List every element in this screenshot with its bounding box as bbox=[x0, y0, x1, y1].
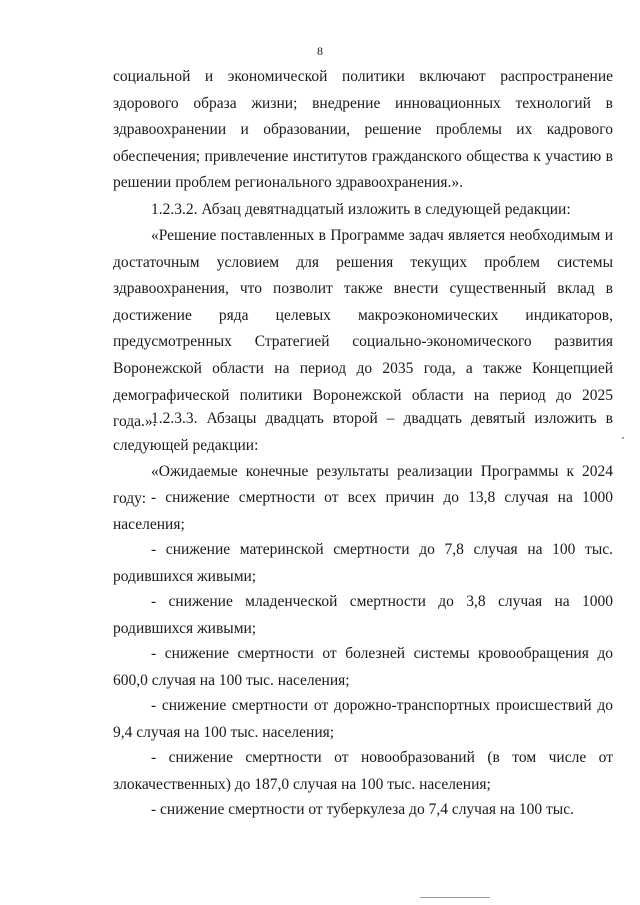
paragraph-continuation bbox=[113, 64, 613, 197]
scan-edge-line bbox=[420, 897, 490, 898]
list-item: - снижение материнской смертности до 7,8 случая на 100 тыс. родившихся живыми; bbox=[113, 541, 613, 585]
paragraph-quote-resolution bbox=[113, 223, 613, 436]
list-item-circulatory bbox=[113, 641, 613, 694]
paragraph: социальной и экономической политики включают распространение здорового образа жизни; внедрение инновационных технологий в здравоохранении и образовании, решение проблемы их кадрового обеспечения; привлечение институтов гражданского общества к участию в решении проблем регионального здравоохранения.». bbox=[113, 68, 613, 192]
list-item-tuberculosis bbox=[113, 797, 613, 824]
paragraph-1-2-3-3 bbox=[113, 406, 613, 459]
paragraph: 1.2.3.2. Абзац девятнадцатый изложить в следующей редакции: bbox=[151, 201, 571, 218]
page-number: 8 bbox=[317, 44, 323, 58]
paragraph: «Ожидаемые конечные результаты реализации Программы к 2024 году: bbox=[113, 463, 613, 507]
scan-speck bbox=[622, 437, 624, 439]
list-item: - снижение смертности от всех причин до 13,8 случая на 1000 населения; bbox=[113, 489, 613, 533]
list-item: - снижение смертности от новообразований (в том числе от злокачественных) до 187,0 случая на 100 тыс. населения; bbox=[113, 749, 613, 793]
list-item-infant bbox=[113, 589, 613, 642]
list-item: - снижение смертности от дорожно-транспортных происшествий до 9,4 случая на 100 тыс. населения; bbox=[113, 697, 613, 741]
list-item: - снижение смертности от туберкулеза до 7,4 случая на 100 тыс. bbox=[151, 801, 574, 818]
list-item: - снижение младенческой смертности до 3,8 случая на 1000 родившихся живыми; bbox=[113, 593, 613, 637]
list-item-mortality-all bbox=[113, 485, 613, 538]
paragraph-1-2-3-2 bbox=[113, 197, 613, 224]
list-item-maternal bbox=[113, 537, 613, 590]
list-item-neoplasms bbox=[113, 745, 613, 798]
list-item: - снижение смертности от болезней системы кровообращения до 600,0 случая на 100 тыс. населения; bbox=[113, 645, 613, 689]
list-item-traffic bbox=[113, 693, 613, 746]
paragraph: «Решение поставленных в Программе задач является необходимым и достаточным условием для решения текущих проблем системы здравоохранения, что позволит также внести существенный вклад в достижение ряда целевых макроэкономических индикаторов, предусмотренных Стратегией социально-экономического развития Воронежской области на период до 2035 года, а также Концепцией демографической политики Воронежской области на период до 2025 года.». bbox=[113, 227, 613, 431]
paragraph: 1.2.3.3. Абзацы двадцать второй – двадцать девятый изложить в следующей редакции: bbox=[113, 410, 613, 454]
